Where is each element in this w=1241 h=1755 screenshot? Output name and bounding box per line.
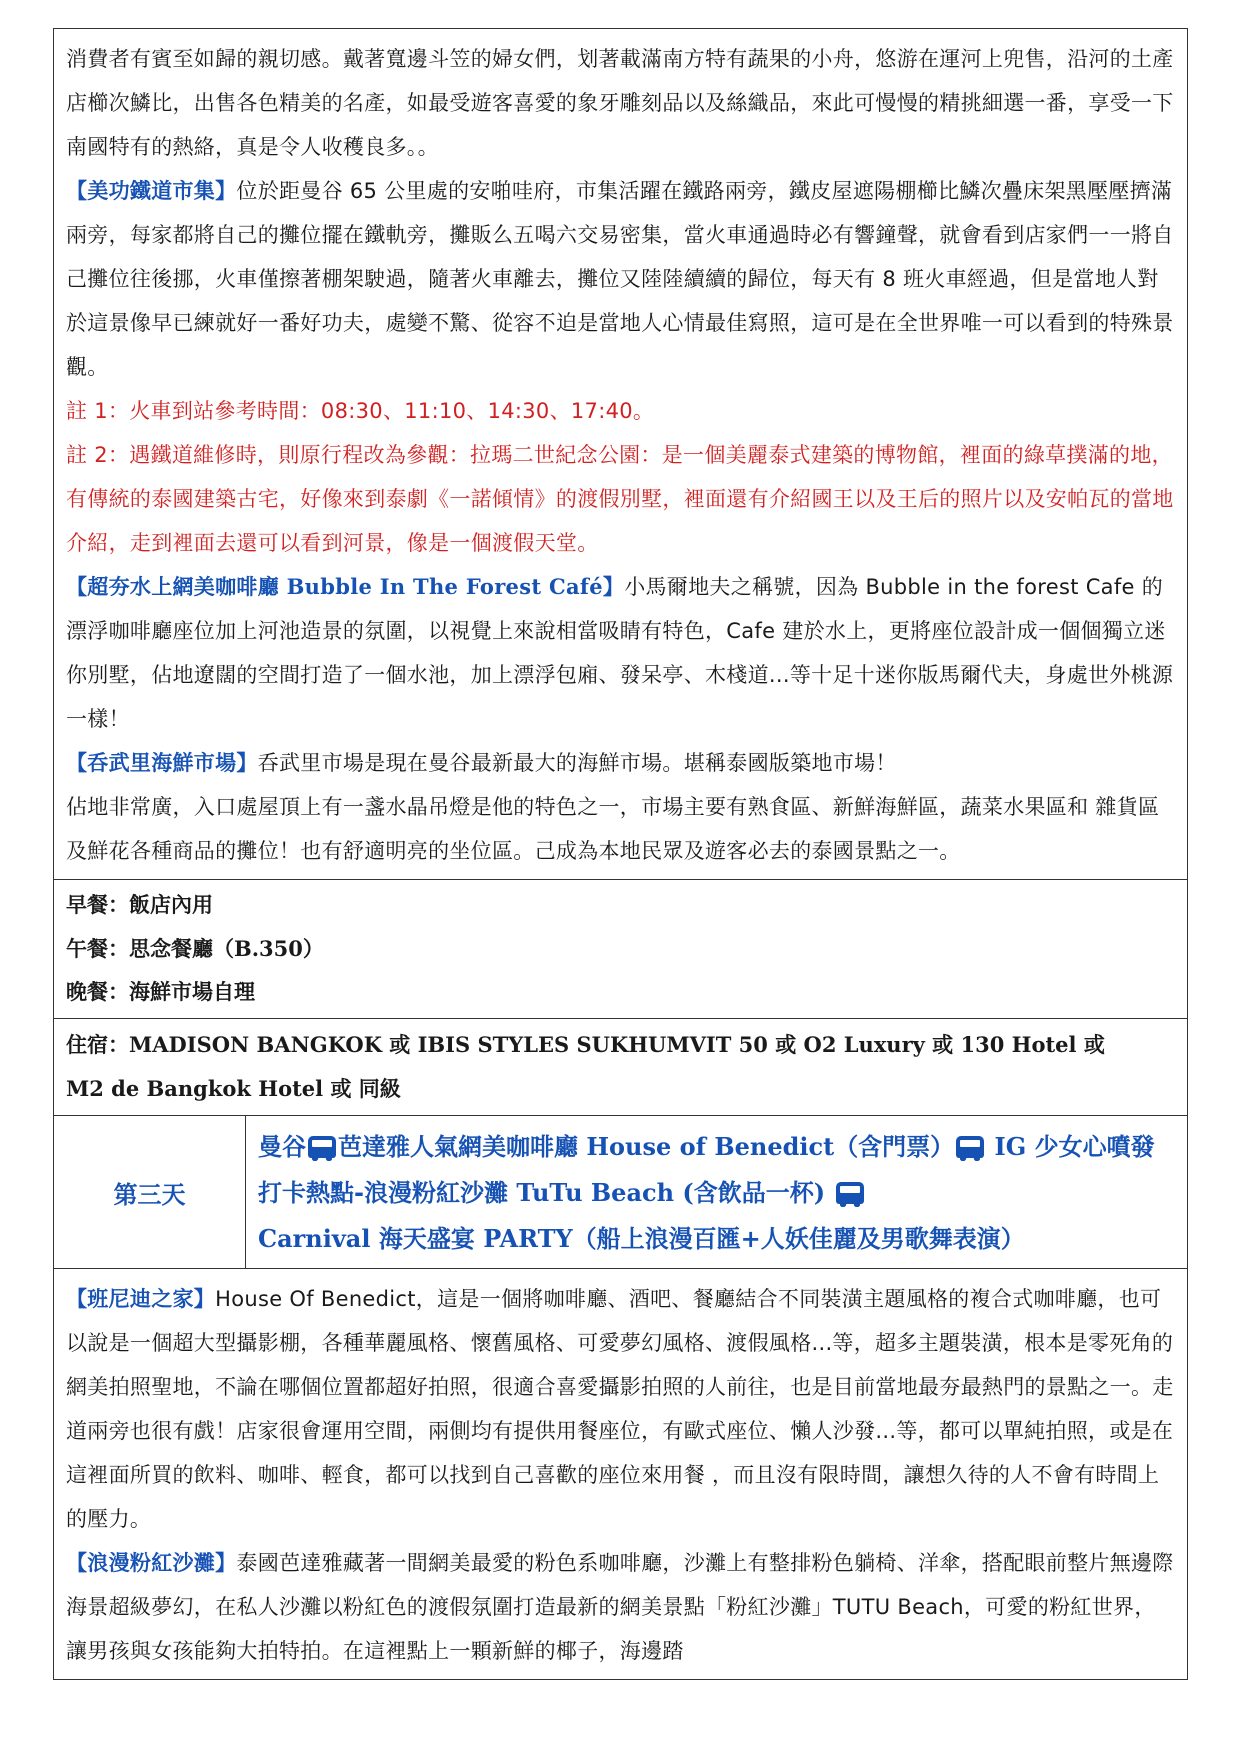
pink-beach-text: 泰國芭達雅藏著一間網美最愛的粉色系咖啡廳，沙灘上有整排粉色躺椅、洋傘，搭配眼前整片無邊際海景超級夢幻，在私人沙灘以粉紅色的渡假氛圍打造最新的網美景點「粉紅沙灘」TUTU Beach，可愛的粉紅世界，讓男孩與女孩能夠大拍特拍。在這裡點上一顆新鮮的椰子，海邊踏 xyxy=(66,1551,1174,1663)
route-bangkok: 曼谷 xyxy=(258,1133,306,1161)
route-drink-included: 含飲品一杯 xyxy=(693,1179,814,1207)
pink-beach-title: 【浪漫粉紅沙灘】 xyxy=(66,1551,237,1575)
hotel-madison: MADISON BANGKOK xyxy=(129,1032,390,1057)
route-paren-close: ) xyxy=(813,1178,826,1207)
hotel-line-1 xyxy=(66,1023,1175,1067)
route-ig: IG xyxy=(986,1132,1035,1161)
seafood-market-paragraph-2: 佔地非常廣，入口處屋頂上有一盞水晶吊燈是他的特色之一，市場主要有熟食區、新鮮海鮮區，蔬菜水果區和 雜貨區及鮮花各種商品的攤位！也有舒適明亮的坐位區。己成為本地民眾及遊客必去的泰國景點之一。 xyxy=(66,795,1160,863)
route-carnival: Carnival xyxy=(258,1224,379,1253)
bus-icon xyxy=(956,1136,984,1158)
dinner-line: 晚餐：海鮮市場自理 xyxy=(66,980,255,1004)
meals-block xyxy=(53,879,1188,1018)
route-show: （船上浪漫百匯+人妖佳麗及男歌舞表演） xyxy=(572,1225,1025,1253)
day3-description-block xyxy=(53,1268,1188,1680)
hotel-o2: O2 Luxury xyxy=(803,1032,925,1057)
hotel-or-1: 或 xyxy=(389,1033,418,1057)
hotel-line-2 xyxy=(66,1067,1175,1111)
hotel-same-level: 同級 xyxy=(358,1077,401,1101)
hotel-or-4: 或 xyxy=(1083,1033,1105,1057)
benedict-text: House Of Benedict，這是一個將咖啡廳、酒吧、餐廳結合不同裝潢主題風格的複合式咖啡廳，也可以說是一個超大型攝影棚，各種華麗風格、懷舊風格、可愛夢幻風格、渡假風格...等，超多主題裝潢，根本是零死角的網美拍照聖地，不論在哪個位置都超好拍照，很適合喜愛攝影拍照的人前往，也是目前當地最夯最熱門的景點之一。走道兩旁也很有戲！店家很會運用空間，兩側均有提供用餐座位，有歐式座位、懶人沙發...等，都可以單純拍照，或是在這裡面所買的飲料、咖啡、輕食，都可以找到自己喜歡的座位來用餐 ，而且沒有限時間，讓想久待的人不會有時間上的壓力。 xyxy=(66,1287,1174,1531)
route-feast: 海天盛宴 xyxy=(378,1225,484,1253)
hotel-or-5: 或 xyxy=(323,1077,359,1101)
day3-route-title xyxy=(246,1116,1187,1268)
route-house-of-benedict: House of Benedict xyxy=(586,1132,835,1161)
bus-icon xyxy=(836,1182,864,1204)
breakfast-line: 早餐：飯店內用 xyxy=(66,893,213,917)
bubble-cafe-title-end: 】 xyxy=(602,575,625,599)
route-ticket-included: （含門票） xyxy=(834,1133,955,1161)
itinerary-page xyxy=(53,28,1188,1680)
benedict-title: 【班尼迪之家】 xyxy=(66,1287,216,1311)
bubble-cafe-title xyxy=(66,575,624,599)
day-label: 第三天 xyxy=(113,1180,186,1209)
pink-beach-paragraph xyxy=(66,1541,1175,1673)
bubble-cafe-title-cjk: 【超夯水上網美咖啡廳 xyxy=(66,575,287,599)
day3-header-row xyxy=(53,1115,1188,1268)
hotel-m2: M2 de Bangkok Hotel xyxy=(66,1076,324,1101)
train-note: 註 1：火車到站參考時間：08:30、11:10、14:30、17:40。 xyxy=(66,399,655,423)
seafood-market-paragraph xyxy=(66,741,1175,785)
benedict-paragraph xyxy=(66,1277,1175,1541)
hotel-ibis: IBIS STYLES SUKHUMVIT 50 xyxy=(417,1032,776,1057)
hotel-block xyxy=(53,1018,1188,1115)
hotel-130: 130 Hotel xyxy=(960,1032,1084,1057)
route-pink-beach: 少女心噴發打卡熱點-浪漫粉紅沙灘 xyxy=(258,1133,1155,1207)
lunch-line xyxy=(66,927,1175,971)
lunch-price: B.350 xyxy=(234,936,303,961)
lunch-label: 午餐：思念餐廳（ xyxy=(66,937,234,961)
route-pattaya-cafe: 芭達雅人氣網美咖啡廳 xyxy=(338,1133,587,1161)
repair-note: 註 2：遇鐵道維修時，則原行程改為參觀：拉瑪二世紀念公園：是一個美麗泰式建築的博物館，裡面的綠草撲滿的地，有傳統的泰國建築古宅，好像來到泰劇《一諾傾情》的渡假別墅，裡面還有介紹國王以及王后的照片以及安帕瓦的當地介紹，走到裡面去還可以看到河景，像是一個渡假天堂。 xyxy=(66,443,1174,555)
bubble-cafe-paragraph xyxy=(66,565,1175,741)
hotel-or-3: 或 xyxy=(924,1033,961,1057)
floating-market-paragraph xyxy=(66,37,1175,169)
hotel-or-2: 或 xyxy=(775,1033,804,1057)
bubble-cafe-text: 小馬爾地夫之稱號，因為 Bubble in the forest Cafe 的漂浮咖啡廳座位加上河池造景的氛圍，以視覺上來說相當吸睛有特色，Cafe 建於水上，更將座位設計成一個個獨立迷你別墅，佔地遼闊的空間打造了一個水池，加上漂浮包廂、發呆亭、木棧道...等十足十迷你版馬爾代夫，身處世外桃源一樣！ xyxy=(66,575,1174,731)
lunch-suffix: ） xyxy=(302,937,324,961)
seafood-market-title: 【呑武里海鮮市場】 xyxy=(66,751,258,775)
maeklong-paragraph xyxy=(66,169,1175,389)
intro-text: 消費者有賓至如歸的親切感。戴著寬邊斗笠的婦女們，划著載滿南方特有蔬果的小舟，悠游在運河上兜售，沿河的土產店櫛次鱗比，出售各色精美的名產，如最受遊客喜愛的象牙雕刻品以及絲織品，來此可慢慢的精挑細選一番，享受一下南國特有的熱絡，真是令人收穫良多。。 xyxy=(66,47,1174,159)
route-party: PARTY xyxy=(483,1224,573,1253)
route-tutu-beach: TuTu Beach ( xyxy=(516,1178,694,1207)
day-label-cell xyxy=(54,1116,246,1268)
hotel-label: 住宿： xyxy=(66,1033,129,1057)
seafood-market-text1: 呑武里市場是現在曼谷最新最大的海鮮市場。堪稱泰國版築地市場！ xyxy=(257,751,897,775)
bus-icon xyxy=(308,1136,336,1158)
bubble-cafe-title-latin: Bubble In The Forest Café xyxy=(286,574,603,599)
maeklong-title: 【美功鐵道市集】 xyxy=(66,179,237,203)
maeklong-text: 位於距曼谷 65 公里處的安啪哇府，市集活躍在鐵路兩旁，鐵皮屋遮陽棚櫛比鱗次疊床架黑壓壓擠滿兩旁，每家都將自己的攤位擺在鐵軌旁，攤販么五喝六交易密集，當火車通過時必有響鐘聲，就會看到店家們一一將自己攤位往後挪，火車僅擦著棚架駛過，隨著火車離去，攤位又陸陸續續的歸位，每天有 8 班火車經過，但是當地人對於這景像早已練就好一番好功夫，處變不驚、從容不迫是當地人心情最佳寫照，這可是在全世界唯一可以看到的特殊景觀。 xyxy=(66,179,1174,379)
day2-description-block xyxy=(53,28,1188,879)
